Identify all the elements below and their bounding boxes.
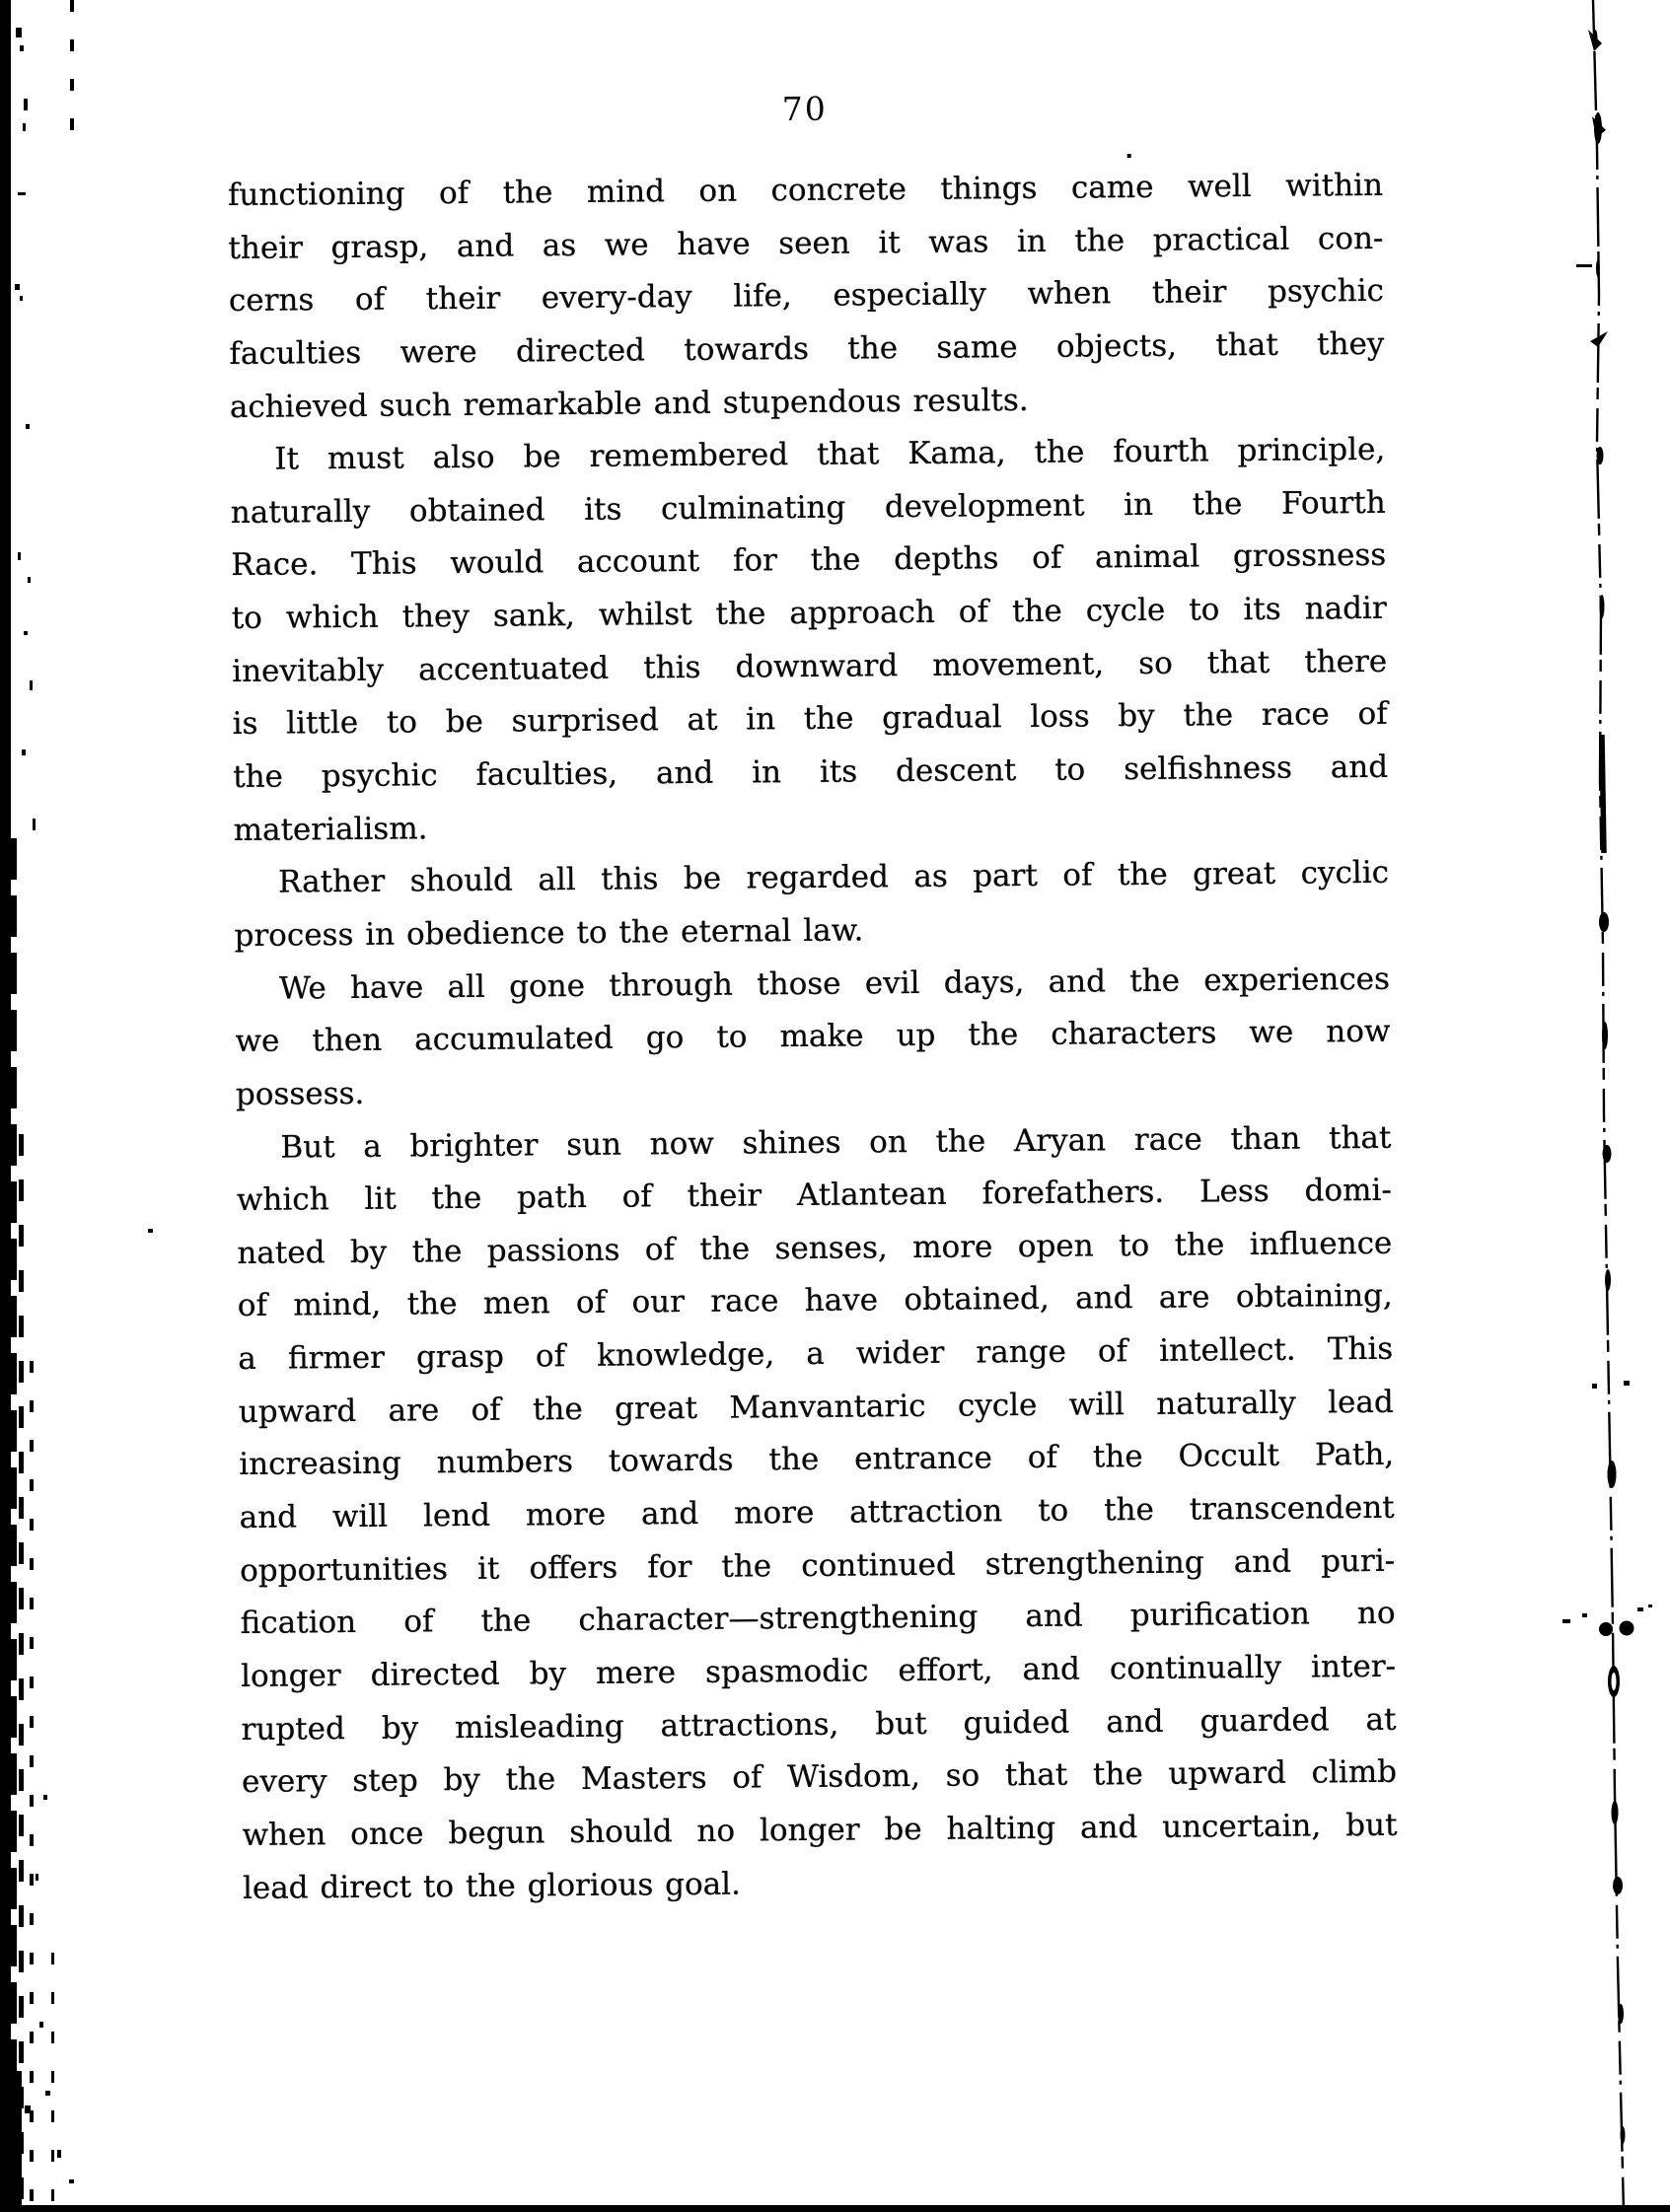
scan-speck (20, 296, 23, 301)
scan-speck (33, 819, 36, 830)
text-line: But a brighter sun now shines on the Aryan race than that (280, 1119, 1392, 1166)
text-line: and will lend more and more attraction to the transcendent (239, 1489, 1395, 1535)
text-line: upward are of the great Manvantaric cycle will naturally lead (238, 1384, 1394, 1430)
text-line: We have all gone through those evil days, and the experiences (278, 961, 1391, 1007)
scan-speck (43, 1795, 47, 1800)
scan-speck (39, 2022, 43, 2028)
text-line: nated by the passions of the senses, more open to the influence (237, 1225, 1393, 1271)
text-line: Rather should all this be regarded as part of the great cyclic (277, 855, 1390, 900)
scan-speck (18, 192, 26, 195)
text-line: process in obedience to the eternal law. (234, 912, 864, 954)
scan-speck (24, 631, 28, 635)
scan-speck (45, 2091, 50, 2096)
text-line: every step by the Masters of Wisdom, so that the upward climb (241, 1753, 1398, 1801)
text-line: a firmer grasp of knowledge, a wider range of intellect. This (238, 1330, 1394, 1378)
text-line: we then accumulated go to make up the characters we now (235, 1014, 1391, 1060)
text-line: lead direct to the glorious goal. (242, 1866, 742, 1906)
text-line: rupted by misleading attractions, but guided and guarded at (241, 1701, 1397, 1748)
scan-binding-streak (30, 1361, 34, 2212)
text-line: longer directed by mere spasmodic effort, and continually inter- (240, 1648, 1397, 1694)
scan-speck (16, 28, 22, 37)
page-number: 70 (781, 89, 828, 129)
scan-speck (23, 123, 26, 131)
text-line: It must also be remembered that Kama, the fourth principle, (274, 432, 1386, 477)
text-line: their grasp, and as we have seen it was in the practical con- (228, 220, 1384, 266)
ink-speck (1127, 154, 1131, 158)
scan-binding-streak (19, 1134, 24, 2212)
text-line: increasing numbers towards the entrance of the Occult Path, (239, 1437, 1395, 1483)
scan-binding-edge (0, 0, 11, 2212)
text-line: to which they sank, whilst the approach of the cycle to its nadir (231, 590, 1387, 637)
text-line: materialism. (233, 810, 428, 848)
text-line: when once begun should no longer be halting and uncertain, but (242, 1807, 1398, 1853)
text-line: achieved such remarkable and stupendous results. (229, 382, 1029, 425)
page-edge-line (1519, 0, 1670, 2212)
scan-speck (36, 1874, 38, 1881)
text-line: which lit the path of their Atlantean forefathers. Less domi- (236, 1172, 1393, 1219)
scan-speck (24, 99, 28, 110)
text-line: Race. This would account for the depths of animal grossness (231, 537, 1387, 584)
scan-speck (69, 2179, 74, 2183)
text-line: opportunities it offers for the continued strengthening and puri- (240, 1542, 1396, 1589)
text-line: cerns of their every-day life, especially when their psychic (228, 273, 1385, 320)
text-block (228, 160, 1398, 1915)
scan-binding-streak (11, 838, 17, 2212)
text-line: of mind, the men of our race have obtained, and are obtaining, (237, 1278, 1393, 1324)
scan-speck (57, 2150, 61, 2158)
text-line: faculties were directed towards the same objects, that they (229, 325, 1385, 372)
text-line: is little to be surprised at in the gradual loss by the race of (232, 696, 1388, 743)
scan-speck (25, 2105, 31, 2113)
scan-binding-streak (70, 0, 74, 138)
scan-speck (20, 45, 24, 51)
text-line: naturally obtained its culminating development in the Fourth (230, 484, 1386, 531)
scan-bottom-bar (0, 2205, 1670, 2212)
text-line: possess. (235, 1075, 365, 1112)
scan-speck (26, 424, 30, 429)
scan-speck (22, 749, 26, 755)
text-line: functioning of the mind on concrete things came well within (227, 167, 1384, 214)
scan-speck (148, 1229, 153, 1233)
scan-speck (30, 680, 33, 690)
scan-speck (15, 284, 20, 290)
text-line: the psychic faculties, and in its descent to selfishness and (232, 749, 1389, 796)
text-line: inevitably accentuated this downward movement, so that there (232, 643, 1388, 689)
scan-speck (28, 577, 31, 583)
text-line: fication of the character—strengthening and purification no (240, 1596, 1396, 1642)
scan-binding-streak (51, 1953, 54, 2212)
scan-speck (18, 552, 21, 560)
